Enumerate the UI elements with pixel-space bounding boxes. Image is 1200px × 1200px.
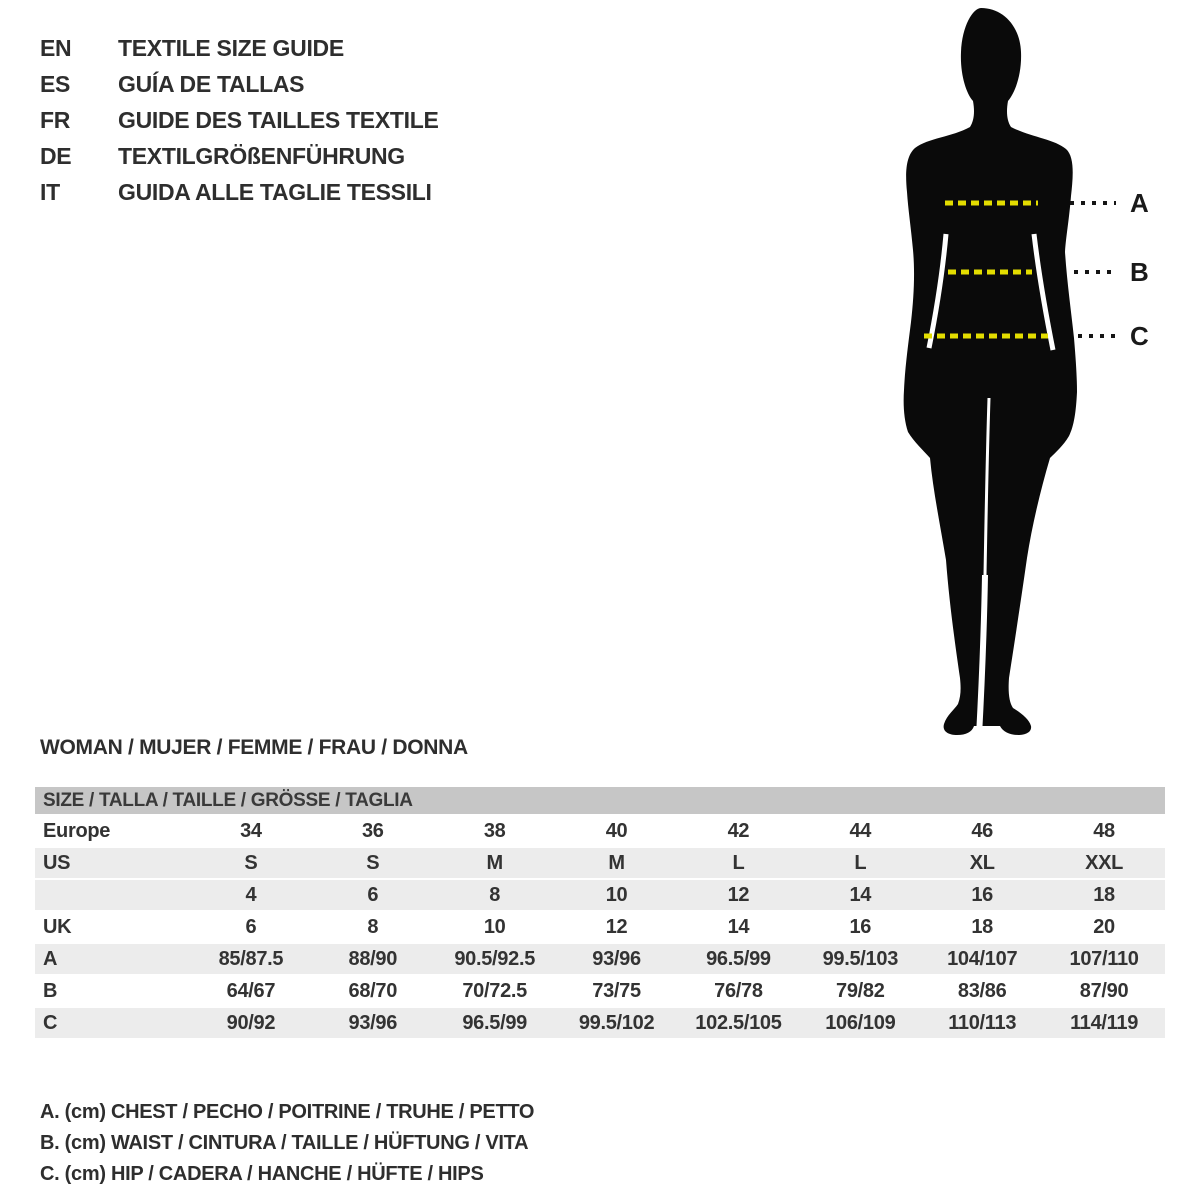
guide-title-de: TEXTILGRÖßENFÜHRUNG bbox=[118, 143, 405, 169]
language-title-list bbox=[40, 30, 439, 210]
measure-label-hip: C bbox=[1130, 321, 1149, 351]
size-cell: 48 bbox=[1093, 820, 1115, 842]
measure-label-chest: A bbox=[1130, 188, 1149, 218]
size-cell: 44 bbox=[849, 820, 872, 842]
size-cell: M bbox=[608, 852, 625, 874]
row-label: US bbox=[43, 852, 71, 874]
size-cell: 18 bbox=[1093, 884, 1115, 906]
size-cell: 34 bbox=[240, 820, 262, 842]
woman-silhouette-figure bbox=[860, 0, 1200, 760]
size-cell: 8 bbox=[367, 916, 379, 938]
size-cell: 88/90 bbox=[348, 948, 398, 970]
row-label: A bbox=[43, 948, 58, 970]
size-cell: 6 bbox=[367, 884, 379, 906]
size-cell: 114/119 bbox=[1070, 1012, 1139, 1034]
size-cell: M bbox=[486, 852, 503, 874]
size-cell: 16 bbox=[849, 916, 872, 938]
size-cell: 90/92 bbox=[226, 1012, 276, 1034]
size-cell: 73/75 bbox=[592, 980, 641, 1002]
size-cell: 87/90 bbox=[1079, 980, 1129, 1002]
measure-label-waist: B bbox=[1130, 257, 1149, 287]
language-code: IT bbox=[40, 179, 60, 205]
size-cell: L bbox=[732, 852, 745, 874]
row-label: B bbox=[43, 980, 58, 1002]
size-table bbox=[35, 787, 1165, 1040]
size-cell: XL bbox=[969, 852, 995, 874]
size-cell: XXL bbox=[1085, 852, 1124, 874]
size-cell: 12 bbox=[727, 884, 750, 906]
size-cell: S bbox=[244, 852, 258, 874]
size-cell: 8 bbox=[489, 884, 501, 906]
size-cell: 14 bbox=[849, 884, 872, 906]
size-cell: 14 bbox=[727, 916, 750, 938]
guide-title-fr: GUIDE DES TAILLES TEXTILE bbox=[118, 107, 439, 133]
table-row-uk bbox=[35, 912, 1165, 944]
size-table-header: SIZE / TALLA / TAILLE / GRÖSSE / TAGLIA bbox=[35, 787, 1165, 814]
size-cell: L bbox=[854, 852, 867, 874]
measurement-legend bbox=[40, 1097, 534, 1190]
size-table-body bbox=[35, 816, 1165, 1040]
language-row-en bbox=[40, 30, 439, 66]
row-label: UK bbox=[43, 916, 72, 938]
table-row-europe bbox=[35, 816, 1165, 848]
size-cell: 83/86 bbox=[957, 980, 1007, 1002]
table-row-a bbox=[35, 944, 1165, 976]
language-row-fr bbox=[40, 102, 439, 138]
section-title-woman: WOMAN / MUJER / FEMME / FRAU / DONNA bbox=[40, 736, 468, 759]
legend-line-b: B. (cm) WAIST / CINTURA / TAILLE / HÜFTUNG / VITA bbox=[40, 1132, 529, 1154]
woman-silhouette bbox=[904, 8, 1077, 735]
language-code: FR bbox=[40, 107, 71, 133]
table-row-c bbox=[35, 1008, 1165, 1040]
size-cell: 10 bbox=[605, 884, 628, 906]
table-row-us bbox=[35, 848, 1165, 880]
language-code: EN bbox=[40, 35, 72, 61]
table-row-us-numeric bbox=[35, 880, 1165, 912]
size-cell: 68/70 bbox=[348, 980, 398, 1002]
row-label bbox=[35, 880, 190, 910]
size-cell: 93/96 bbox=[592, 948, 641, 970]
size-cell: 46 bbox=[971, 820, 994, 842]
size-cell: 6 bbox=[245, 916, 257, 938]
guide-title-it: GUIDA ALLE TAGLIE TESSILI bbox=[118, 179, 432, 205]
guide-title-en: TEXTILE SIZE GUIDE bbox=[118, 35, 344, 61]
size-cell: 90.5/92.5 bbox=[454, 948, 536, 970]
language-code: DE bbox=[40, 143, 72, 169]
size-cell: 107/110 bbox=[1069, 948, 1139, 970]
language-row-it bbox=[40, 174, 439, 210]
size-cell: 102.5/105 bbox=[695, 1012, 782, 1034]
guide-title-es: GUÍA DE TALLAS bbox=[118, 71, 305, 97]
size-cell: 4 bbox=[245, 884, 257, 906]
size-cell: 85/87.5 bbox=[218, 948, 284, 970]
size-cell: 12 bbox=[605, 916, 628, 938]
size-cell: 99.5/102 bbox=[578, 1012, 655, 1034]
size-cell: 93/96 bbox=[348, 1012, 398, 1034]
size-cell: 38 bbox=[483, 820, 506, 842]
size-cell: 79/82 bbox=[836, 980, 885, 1002]
size-cell: 64/67 bbox=[226, 980, 276, 1002]
row-label: Europe bbox=[43, 820, 111, 842]
row-label: C bbox=[43, 1012, 58, 1034]
legend-line-a: A. (cm) CHEST / PECHO / POITRINE / TRUHE / PETTO bbox=[40, 1101, 535, 1123]
size-cell: 42 bbox=[727, 820, 750, 842]
size-cell: 96.5/99 bbox=[706, 948, 771, 970]
size-cell: 16 bbox=[971, 884, 994, 906]
table-row-b bbox=[35, 976, 1165, 1008]
size-cell: 110/113 bbox=[948, 1012, 1017, 1034]
language-row-es bbox=[40, 66, 439, 102]
size-cell: 36 bbox=[361, 820, 384, 842]
size-cell: 10 bbox=[483, 916, 506, 938]
size-cell: 18 bbox=[971, 916, 994, 938]
size-cell: 76/78 bbox=[714, 980, 763, 1002]
legend-line-c: C. (cm) HIP / CADERA / HANCHE / HÜFTE / HIPS bbox=[40, 1163, 484, 1185]
size-cell: S bbox=[366, 852, 380, 874]
size-cell: 70/72.5 bbox=[462, 980, 527, 1002]
size-cell: 106/109 bbox=[825, 1012, 896, 1034]
language-row-de bbox=[40, 138, 439, 174]
language-code: ES bbox=[40, 71, 71, 97]
size-cell: 40 bbox=[605, 820, 628, 842]
size-cell: 99.5/103 bbox=[822, 948, 899, 970]
size-cell: 96.5/99 bbox=[462, 1012, 527, 1034]
size-cell: 104/107 bbox=[947, 948, 1018, 970]
size-cell: 20 bbox=[1093, 916, 1115, 938]
